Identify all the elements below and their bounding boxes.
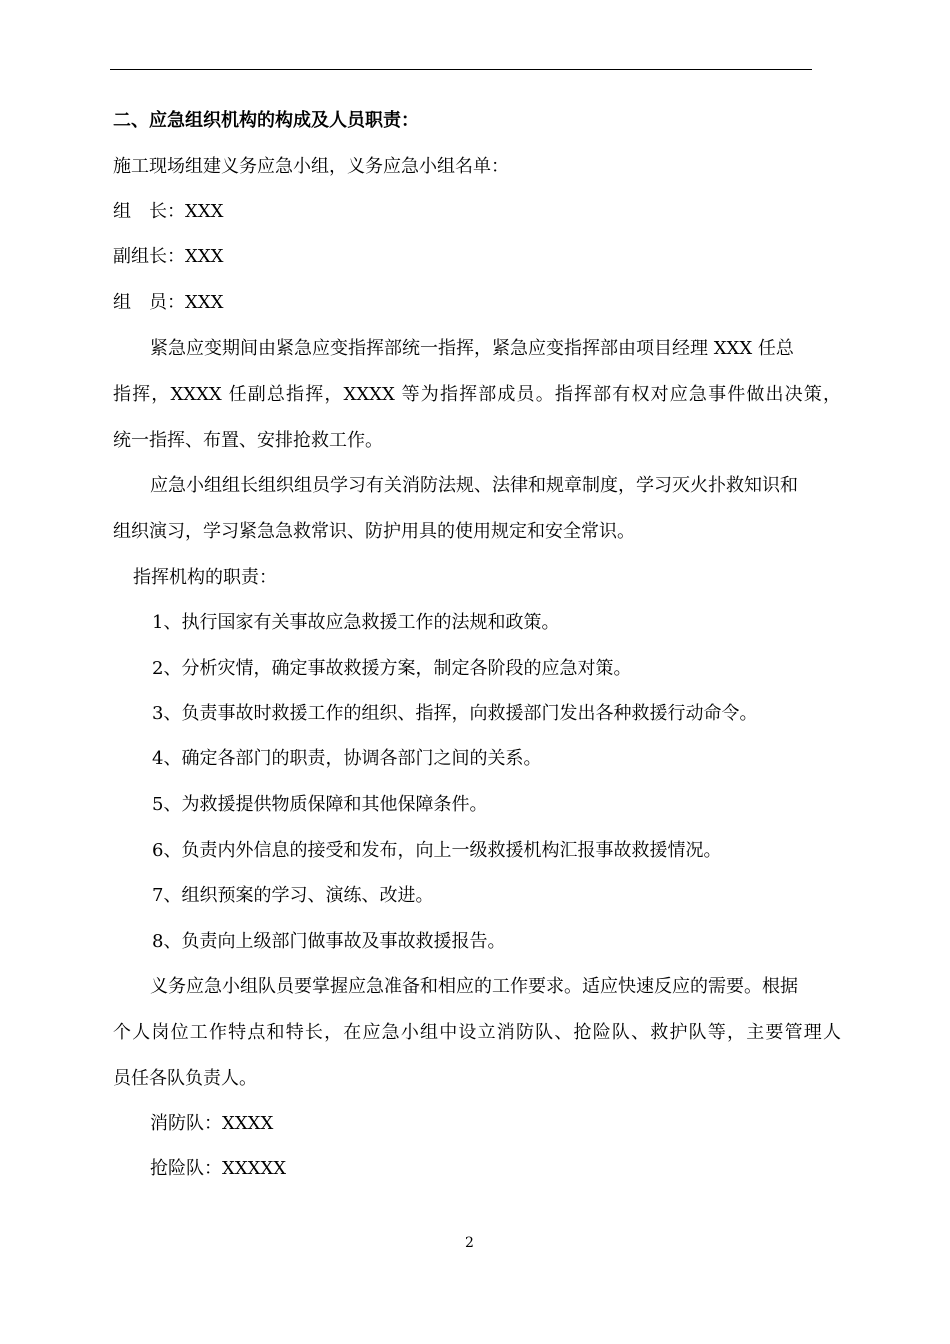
header-rule	[110, 69, 812, 70]
para3-line1: 义务应急小组队员要掌握应急准备和相应的工作要求。适应快速反应的需要。根据	[150, 976, 798, 997]
duty-item: 5、为救援提供物质保障和其他保障条件。	[152, 794, 488, 815]
duties-title: 指挥机构的职责：	[133, 567, 277, 588]
para2-line2: 组织演习，学习紧急急救常识、防护用具的使用规定和安全常识。	[113, 521, 635, 542]
para1-line2: 指挥，XXXX 任副总指挥，XXXX 等为指挥部成员。指挥部有权对应急事件做出决策，	[113, 384, 841, 405]
duty-item: 3、负责事故时救援工作的组织、指挥，向救援部门发出各种救援行动命令。	[152, 703, 758, 724]
para2-line1: 应急小组组长组织组员学习有关消防法规、法律和规章制度，学习灭火扑救知识和	[150, 475, 798, 496]
para3-line2: 个人岗位工作特点和特长，在应急小组中设立消防队、抢险队、救护队等，主要管理人	[113, 1022, 841, 1043]
roster-member: 组 员：XXX	[113, 292, 224, 313]
roster-deputy: 副组长：XXX	[113, 246, 224, 267]
page-number: 2	[465, 1235, 474, 1251]
para3-line3: 员任各队负责人。	[113, 1068, 257, 1089]
duty-item: 8、负责向上级部门做事故及事故救援报告。	[152, 931, 506, 952]
duty-item: 1、执行国家有关事故应急救援工作的法规和政策。	[152, 612, 560, 633]
team-rescue: 抢险队：XXXXX	[150, 1158, 287, 1179]
duty-item: 6、负责内外信息的接受和发布，向上一级救援机构汇报事故救援情况。	[152, 840, 722, 861]
duty-item: 7、组织预案的学习、演练、改进。	[152, 885, 434, 906]
intro-text: 施工现场组建义务应急小组，义务应急小组名单：	[113, 156, 509, 177]
duty-item: 2、分析灾情，确定事故救援方案，制定各阶段的应急对策。	[152, 658, 632, 679]
para1-line1: 紧急应变期间由紧急应变指挥部统一指挥，紧急应变指挥部由项目经理 XXX 任总	[150, 338, 794, 359]
para1-line3: 统一指挥、布置、安排抢救工作。	[113, 430, 383, 451]
duty-item: 4、确定各部门的职责，协调各部门之间的关系。	[152, 748, 542, 769]
section-heading: 二、应急组织机构的构成及人员职责：	[113, 110, 419, 131]
team-fire: 消防队：XXXX	[150, 1113, 274, 1134]
roster-leader: 组 长：XXX	[113, 201, 224, 222]
